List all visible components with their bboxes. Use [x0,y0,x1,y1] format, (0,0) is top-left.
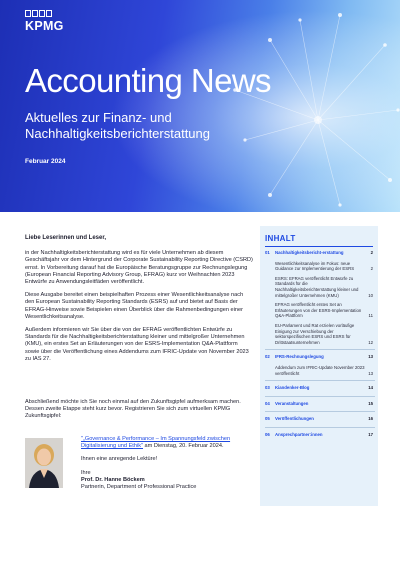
toc-section-page: 14 [368,385,373,391]
toc-section-03[interactable] [265,385,375,391]
paragraph-4-text: Abschließend möchte ich Sie noch einmal auf den Zukunftsgipfel aufmerksam machen. Dessen zweite Etappe steht kurz bevor. Registrieren Sie sich zum virtuellen KPMG Zukunftsgipfel: [25,399,241,420]
signature-text [81,438,251,491]
toc-subitem-page: 2 [370,266,373,272]
toc-section-number: 05 [265,416,270,422]
newsletter-title: Accounting News [25,62,271,99]
subtitle-line-2: Nachhaltigkeitsberichterstattung [25,126,210,141]
toc-subitem-label: EFRAG veröffentlicht erstes Set an Erläuterungen von der ESRS-Implementation Q&A-Plattform [275,302,362,319]
toc-section-05[interactable] [265,416,375,422]
toc-section-page: 17 [368,431,373,437]
toc-section-number: 04 [265,400,270,406]
toc-subitem-label: EU-Parlament und Rat erzielen vorläufige Einigung zur Verschiebung der sektorspezifischen ESRS und ESRS für Drittstaatsunternehmen [275,322,355,345]
paragraph-1: in der Nachhaltigkeitsberichterstattung wird es für viele Unternehmen ab diesem Geschäftsjahr vor dem Hintergrund der Corporate Sustainability Reporting Directive (CSRD) ernst. In Vorbereitung darauf hat die Europäische Beratungsgruppe zur Rechnungslegung (European Financial Reporting Advisory Group, EFRAG) kurz vor Weihnachten 2023 Entwürfe zu Anwendungsleitfäden veröffentlicht. [25,250,253,286]
toc-section-label: IFRS-Rechnungslegung [275,354,324,360]
toc-section-01[interactable] [265,250,375,256]
closing-line: Ihnen eine anregende Lektüre! [81,456,158,463]
toc-subitem-label: ESRS: EFRAG veröffentlicht Entwürfe zu Standards für die Nachhaltigkeitsberichterstattung kleiner und mittelgroßer Unternehmen (KMU) [275,275,359,298]
table-of-contents [260,226,378,506]
toc-section-number: 03 [265,385,270,391]
toc-separator [265,427,375,428]
toc-section-label: Kiandenker-Blog [275,385,310,391]
toc-section-06[interactable] [265,432,375,438]
toc-section-number: 01 [265,250,270,255]
paragraph-4-end: am Dienstag, 20. Februar 2024. [143,443,224,450]
editorial-letter [25,235,253,369]
toc-subitem[interactable] [275,276,375,298]
toc-section-page: 2 [370,250,373,255]
author-role: Partnerin, Department of Professional Practice [81,484,197,491]
issue-date: Februar 2024 [25,158,66,165]
toc-separator [265,349,375,350]
toc-subitem-page: 12 [368,339,373,345]
toc-section-page: 13 [368,354,373,360]
greeting: Liebe Leserinnen und Leser, [25,235,107,241]
toc-subitem[interactable] [275,302,375,319]
toc-section-number: 02 [265,354,270,360]
toc-separator [265,411,375,412]
author-photo [25,438,63,488]
toc-separator [265,396,375,397]
paragraph-2: Diese Ausgabe bereitet einen beispielhaften Prozess einer Wesentlichkeitsanalyse nach den European Sustainability Reporting Standards (ESRS) auf und bietet auf Basis der EFRAG-Hinweise sowie Beispielen einen Überblick über die Rahmenbedingungen einer Wesentlichkeitsanalyse. [25,292,244,320]
toc-divider [265,246,373,247]
paragraph-4-start [25,399,253,421]
paragraph-4-link-line [81,436,251,450]
toc-section-number: 06 [265,431,270,437]
toc-section-label: Ansprechpartner:innen [275,431,323,437]
toc-subitem-label: Addendum zum IFRIC-Update November 2023 veröffentlicht [275,364,365,376]
toc-section-label: Veranstaltungen [275,400,309,406]
newsletter-subtitle [25,110,210,142]
toc-heading: INHALT [265,234,296,243]
subtitle-line-1: Aktuelles zur Finanz- und [25,110,172,125]
editorial-letter-cont [25,399,253,427]
toc-section-label: Veröffentlichungen [275,416,314,422]
toc-subitem[interactable] [275,261,375,272]
toc-subitem[interactable] [275,323,375,345]
toc-separator [265,380,375,381]
portrait-image [25,438,63,488]
author-name: Prof. Dr. Hanne Böckem [81,476,145,483]
logo-text: KPMG [25,19,64,33]
logo-mark-icon [25,10,55,18]
kpmg-logo [25,19,64,33]
paragraph-3: Außerdem informieren wir Sie über die von der EFRAG veröffentlichten Entwürfe zu Standards für die Nachhaltigkeitsberichterstattung kleiner und mittelgroßer Unternehmen (KMU), ein erstes Set an Erläuterungen von der ESRS-Implementation Q&A-Plattform sowie über die Veröffentlichung eines Addendums zum IFRIC-Update von November 2023 zu IAS 27. [25,327,249,362]
toc-section-04[interactable] [265,401,375,407]
toc-section-page: 16 [368,416,373,422]
header-banner [0,0,400,212]
toc-subitem[interactable] [275,365,375,376]
toc-subitem-label: Wesentlichkeitsanalyse im Fokus: neue Guidance zur Implementierung der ESRS [275,260,355,272]
toc-section-label: Nachhaltigkeitsbericht-erstattung [275,250,344,255]
toc-section-02[interactable] [265,354,375,360]
toc-list [265,250,375,442]
toc-subitem-page: 11 [368,313,373,319]
toc-subitem-page: 13 [368,370,373,376]
ihre-label: Ihre [81,469,91,476]
zukunftsgipfel-link[interactable]: "„Governance & Performance – Im Spannungsfeld zwischen Digitalisierung und Ethik" [81,436,231,450]
toc-subitem-page: 10 [368,292,373,298]
toc-section-page: 15 [368,400,373,406]
